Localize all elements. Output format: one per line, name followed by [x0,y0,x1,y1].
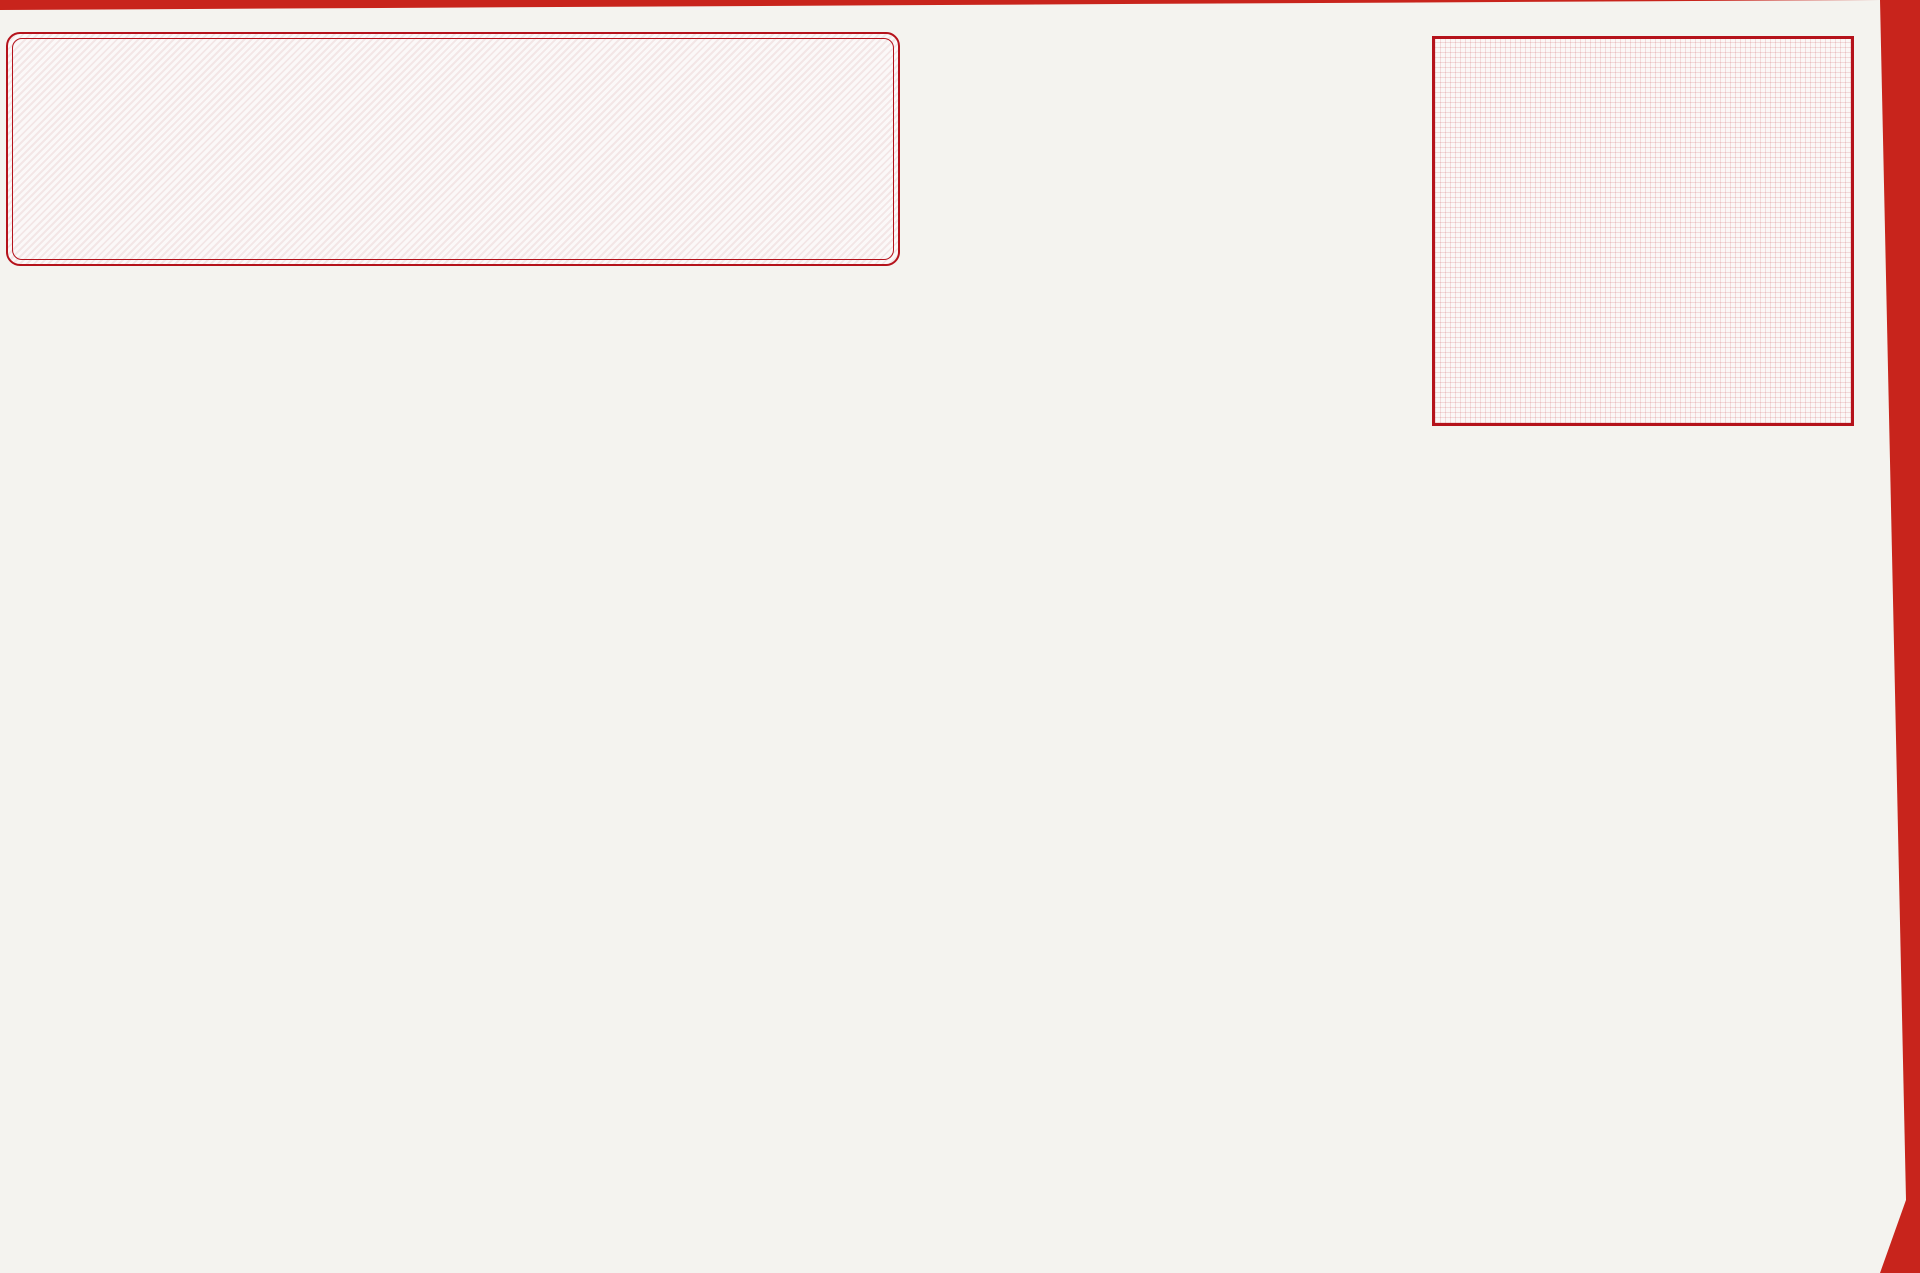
chefs-recommendation-box [1432,36,1854,426]
house-special-box [6,32,900,266]
